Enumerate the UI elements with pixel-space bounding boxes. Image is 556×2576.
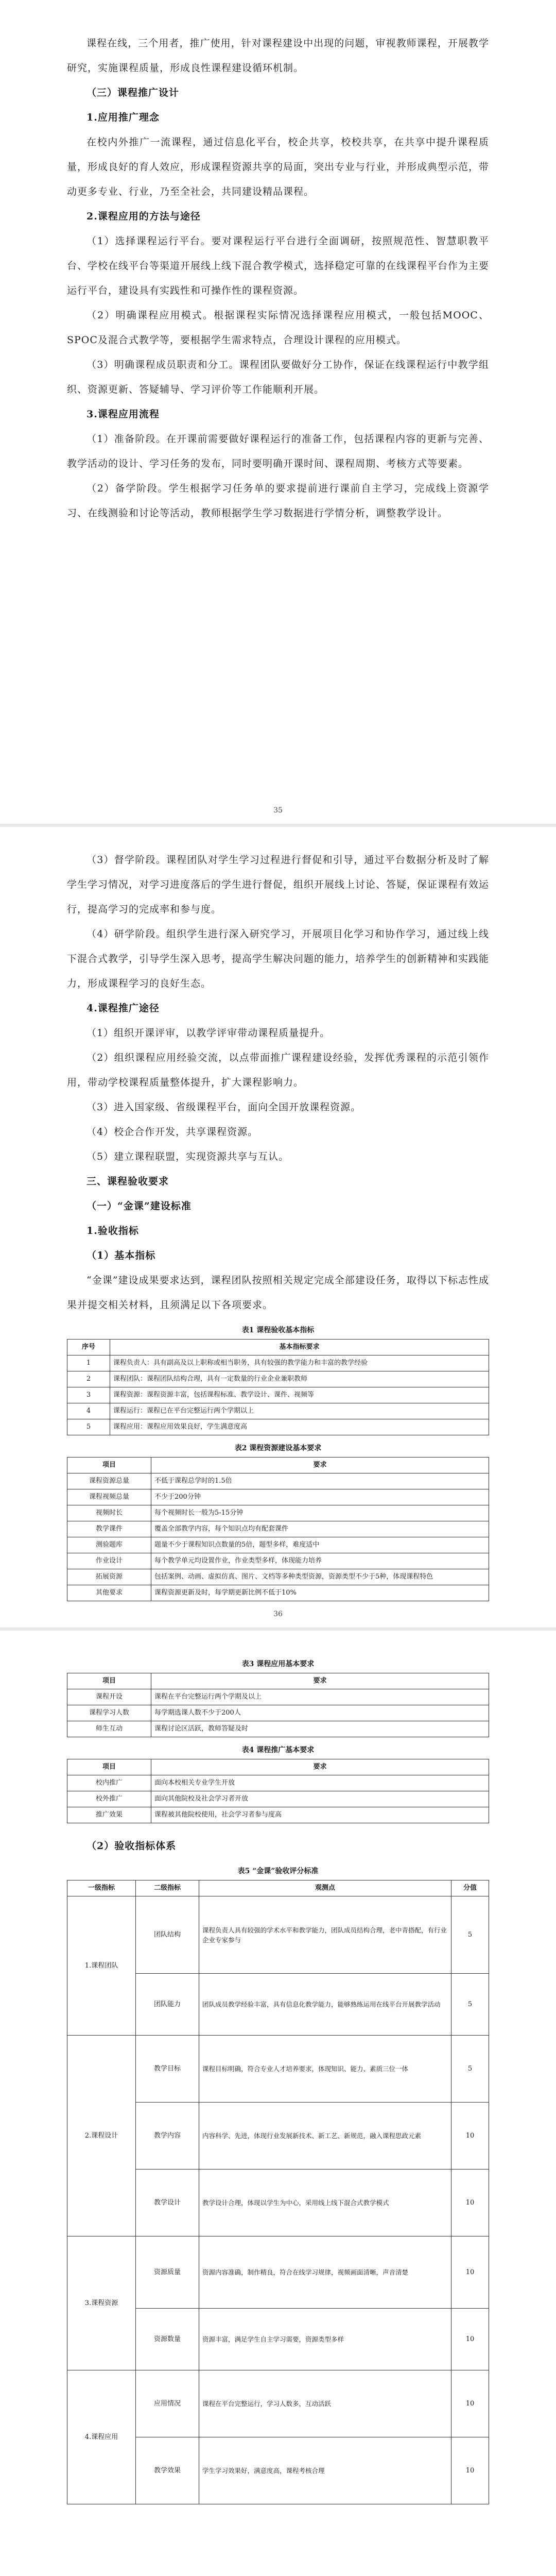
document-page-3 xyxy=(0,1631,556,2576)
page-2-content xyxy=(67,848,489,1601)
table-cell: 1.课程团队 xyxy=(67,1896,136,2036)
table-row xyxy=(67,1489,489,1505)
table-cell: 课程负责人具有较强的学术水平和教学能力，团队成员结构合理，老中青搭配，有行业企业专家参与 xyxy=(199,1896,451,1974)
table-cell: 3 xyxy=(67,1387,110,1403)
paragraph: （4）校企合作开发，共享课程资源。 xyxy=(86,1126,258,1138)
subsection-heading: 2.课程应用的方法与途径 xyxy=(86,211,201,222)
table-cell: 推广效果 xyxy=(67,1807,151,1823)
table-cell: 内容科学、先进，体现行业发展新技术、新工艺、新规范，融入课程思政元素 xyxy=(199,2103,451,2170)
table-cell: 视频时长 xyxy=(67,1505,151,1521)
document-page-2 xyxy=(0,827,556,1631)
paragraph: （1）选择课程运行平台。要对课程运行平台进行全面调研，按照规范性、智慧职教平台、学校在线平台等渠道开展线上线下混合教学模式，选择稳定可靠的在线课程平台作为主要运行平台，建设具有实践性和可操作性的课程资源。 xyxy=(67,235,490,296)
table-cell: 5 xyxy=(67,1419,110,1435)
paragraph: 课程在线，三个用者，推广使用，针对课程建设中出现的问题，审视教师课程，开展教学研究，实施课程质量，形成良性课程建设循环机制。 xyxy=(67,38,489,74)
table-cell: 10 xyxy=(451,2370,489,2437)
table-cell: 课程运行：课程已在平台完整运行两个学期以上 xyxy=(110,1403,489,1419)
paragraph: （3）进入国家级、省级课程平台，面向全国开放课程资源。 xyxy=(86,1101,361,1113)
table-cell: 教学设计合理，体现以学生为中心，采用线上线下混合式教学模式 xyxy=(199,2170,451,2236)
table-header: 项目 xyxy=(67,1673,151,1689)
table-cell: 每学期选课人数不少于200人 xyxy=(151,1705,489,1721)
subsection-heading: （一）“金课”建设标准 xyxy=(86,1200,192,1212)
table-cell: 资源数量 xyxy=(136,2309,199,2370)
paragraph: （2）备学阶段。学生根据学习任务单的要求提前进行课前自主学习，完成线上资源学习、在线测验和讨论等活动，教师根据学生学习数据进行学情分析，调整教学设计。 xyxy=(67,483,489,519)
table-row xyxy=(67,1403,489,1419)
table-cell: 校外推广 xyxy=(67,1791,151,1807)
paragraph: （1）组织开课评审，以教学评审带动课程质量提升。 xyxy=(86,1027,331,1039)
table-cell: 5 xyxy=(451,2036,489,2103)
table-row xyxy=(67,1721,489,1737)
table-cell: 课程资源总量 xyxy=(67,1473,151,1489)
table-cell: 其他要求 xyxy=(67,1585,151,1601)
table-cell: 课程资源更新及时，每学期更新比例不低于10% xyxy=(151,1585,489,1601)
table-row xyxy=(67,1569,489,1585)
table-row xyxy=(67,1553,489,1569)
table-row xyxy=(67,1537,489,1553)
table-cell: 课程应用：课程应用效果良好，学生满意度高 xyxy=(110,1419,489,1435)
table-caption: 表4 课程推广基本要求 xyxy=(241,1746,315,1754)
table-header: 分值 xyxy=(451,1880,489,1896)
table-row xyxy=(67,1896,489,1974)
table-row xyxy=(67,1705,489,1721)
table-header: 要求 xyxy=(151,1759,489,1775)
table-cell: 教学效果 xyxy=(136,2437,199,2504)
table-cell: 课程讨论区活跃，教师答疑及时 xyxy=(151,1721,489,1737)
table-cell: 10 xyxy=(451,2103,489,2170)
paragraph: （4）研学阶段。组织学生进行深入研究学习，开展项目化学习和协作学习，通过线上线下混合式教学，引导学生深入思考，提高学生解决问题的能力，培养学生的创新精神和实践能力，形成课程学习的良好生态。 xyxy=(67,928,490,989)
paragraph: （3）明确课程成员职责和分工。课程团队要做好分工协作，保证在线课程运行中教学组织、资源更新、答疑辅导、学习评价等工作能顺利开展。 xyxy=(67,359,489,395)
paragraph: （2）明确课程应用模式。根据课程实际情况选择课程应用模式，一般包括MOOC、SPOC及混合式教学等，要根据学生需求特点，合理设计课程的应用模式。 xyxy=(67,310,489,346)
table-cell: 作业设计 xyxy=(67,1553,151,1569)
table-row xyxy=(67,2036,489,2103)
table-cell: 每个视频时长一般为5-15分钟 xyxy=(151,1505,489,1521)
page-number: 36 xyxy=(273,1610,283,1618)
table-row xyxy=(67,1585,489,1601)
table-cell: 题量不少于课程知识点数量的5倍，题型多样，难度适中 xyxy=(151,1537,489,1553)
table-row xyxy=(67,1473,489,1489)
table-header: 要求 xyxy=(151,1458,489,1473)
scoring-table xyxy=(67,1880,489,2504)
table-cell: 覆盖全部教学内容，每个知识点均有配套课件 xyxy=(151,1521,489,1537)
table-cell: 面向其他院校及社会学习者开放 xyxy=(151,1791,489,1807)
table-cell: 1 xyxy=(67,1355,110,1371)
table-cell: 教学目标 xyxy=(136,2036,199,2103)
table-header: 项目 xyxy=(67,1458,151,1473)
table-cell: 学生学习效果好，满意度高，课程考核合理 xyxy=(199,2437,451,2504)
table-cell: 10 xyxy=(451,2437,489,2504)
table-cell: 资源丰富，满足学生自主学习需要，资源类型多样 xyxy=(199,2309,451,2370)
table-cell: 每个教学单元均设置作业，作业类型多样，体现能力培养 xyxy=(151,1553,489,1569)
table-cell: 课程目标明确，符合专业人才培养要求，体现知识、能力、素质三位一体 xyxy=(199,2036,451,2103)
promotion-requirement-table xyxy=(67,1759,489,1823)
paragraph: （1）准备阶段。在开课前需要做好课程运行的准备工作，包括课程内容的更新与完善、教学活动的设计、学习任务的发布，同时要明确开课时间、课程周期、考核方式等要素。 xyxy=(67,433,489,469)
table-cell: 课程团队：课程团队结构合理，具有一定数量的行业企业兼职教师 xyxy=(110,1371,489,1387)
table-row xyxy=(67,1387,489,1403)
page-number: 35 xyxy=(273,806,283,815)
table-header: 一级指标 xyxy=(67,1880,136,1896)
table-row xyxy=(67,1791,489,1807)
table-cell: 课程在平台完整运行两个学期及以上 xyxy=(151,1689,489,1705)
table-row xyxy=(67,1419,489,1435)
table-cell: 资源内容准确，制作精良，符合在线学习规律，视频画面清晰，声音清楚 xyxy=(199,2236,451,2309)
table-cell: 团队能力 xyxy=(136,1974,199,2036)
table-cell: 课程在平台完整运行，学习人数多，互动活跃 xyxy=(199,2370,451,2437)
subsection-heading: （2）验收指标体系 xyxy=(86,1840,177,1852)
table-row xyxy=(67,1689,489,1705)
document-page-1 xyxy=(0,0,556,827)
subsection-heading: 1.验收指标 xyxy=(86,1225,139,1236)
basic-indicator-table xyxy=(67,1339,489,1435)
table-cell: 10 xyxy=(451,2170,489,2236)
table-cell: 师生互动 xyxy=(67,1721,151,1737)
subsection-heading: 3.课程应用流程 xyxy=(86,409,160,420)
table-caption: 表3 课程应用基本要求 xyxy=(241,1660,315,1668)
table-cell: 4.课程应用 xyxy=(67,2370,136,2504)
paragraph: 在校内外推广一流课程，通过信息化平台，校企共享，校校共享，在共享中提升课程质量，形成良好的育人效应，形成课程资源共享的局面，突出专业与行业，并形成典型示范，带动更多专业、行业，乃至全社会，共同建设精品课程。 xyxy=(67,137,490,197)
page-3-content xyxy=(67,1651,489,2504)
page-1-content xyxy=(67,31,489,526)
table-cell: 课程资源：课程资源丰富，包括课程标准、教学设计、课件、视频等 xyxy=(110,1387,489,1403)
paragraph: “金课”建设成果要求达到，课程团队按照相关规定完成全部建设任务，取得以下标志性成果并提交相关材料，且须满足以下各项要求。 xyxy=(67,1275,489,1311)
table-cell: 课程开设 xyxy=(67,1689,151,1705)
table-row xyxy=(67,2236,489,2309)
table-cell: 4 xyxy=(67,1403,110,1419)
table-cell: 团队结构 xyxy=(136,1896,199,1974)
subsection-heading: 1.应用推广理念 xyxy=(86,112,160,123)
table-row xyxy=(67,1775,489,1791)
table-cell: 面向本校相关专业学生开放 xyxy=(151,1775,489,1791)
table-cell: 10 xyxy=(451,2309,489,2370)
table-row xyxy=(67,1355,489,1371)
table-cell: 包括案例、动画、虚拟仿真、图片、文档等多种类型资源，资源类型不少于5种，体现课程特色 xyxy=(151,1569,489,1585)
table-caption: 表1 课程验收基本指标 xyxy=(241,1326,315,1334)
table-cell: 2.课程设计 xyxy=(67,2036,136,2236)
paragraph: （3）督学阶段。课程团队对学生学习过程进行督促和引导，通过平台数据分析及时了解学生学习情况，对学习进度落后的学生进行督促，组织开展线上讨论、答疑，保证课程有效运行，提高学习的完成率和参与度。 xyxy=(67,854,490,915)
table-cell: 教学设计 xyxy=(136,2170,199,2236)
table-cell: 5 xyxy=(451,1896,489,1974)
table-cell: 课程学习人数 xyxy=(67,1705,151,1721)
table-caption: 表2 课程资源建设基本要求 xyxy=(234,1444,322,1452)
table-header: 二级指标 xyxy=(136,1880,199,1896)
table-cell: 应用情况 xyxy=(136,2370,199,2437)
table-cell: 资源质量 xyxy=(136,2236,199,2309)
table-cell: 课程被其他院校使用，社会学习者参与度高 xyxy=(151,1807,489,1823)
table-header: 基本指标要求 xyxy=(110,1340,489,1355)
table-caption: 表5 “金课”验收评分标准 xyxy=(237,1867,319,1875)
table-cell: 课程负责人：具有副高及以上职称或相当职务，具有较强的教学能力和丰富的教学经验 xyxy=(110,1355,489,1371)
table-cell: 校内推广 xyxy=(67,1775,151,1791)
table-row xyxy=(67,1505,489,1521)
table-row xyxy=(67,2370,489,2437)
section-heading: （三）课程推广设计 xyxy=(86,87,180,98)
table-cell: 课程视频总量 xyxy=(67,1489,151,1505)
table-header: 观测点 xyxy=(199,1880,451,1896)
resource-requirement-table xyxy=(67,1457,489,1601)
table-header: 序号 xyxy=(67,1340,110,1355)
paragraph: （5）建立课程联盟，实现资源共享与互认。 xyxy=(86,1151,289,1162)
table-cell: 3.课程资源 xyxy=(67,2236,136,2370)
table-header: 要求 xyxy=(151,1673,489,1689)
table-cell: 10 xyxy=(451,2236,489,2309)
paragraph: （2）组织课程应用经验交流，以点带面推广课程建设经验，发挥优秀课程的示范引领作用，带动学校课程质量整体提升，扩大课程影响力。 xyxy=(67,1052,489,1088)
table-cell: 测验题库 xyxy=(67,1537,151,1553)
table-cell: 不低于课程总学时的1.5倍 xyxy=(151,1473,489,1489)
subsection-heading: 4.课程推广途径 xyxy=(86,1003,160,1014)
table-cell: 不少于200分钟 xyxy=(151,1489,489,1505)
table-cell: 教学课件 xyxy=(67,1521,151,1537)
table-header: 项目 xyxy=(67,1759,151,1775)
table-cell: 团队成员教学经验丰富，具有信息化教学能力，能够熟练运用在线平台开展教学活动 xyxy=(199,1974,451,2036)
table-cell: 2 xyxy=(67,1371,110,1387)
table-row xyxy=(67,1371,489,1387)
section-heading: 三、课程验收要求 xyxy=(86,1176,169,1187)
table-cell: 拓展资源 xyxy=(67,1569,151,1585)
subsection-heading: （1）基本指标 xyxy=(86,1250,156,1261)
table-cell: 5 xyxy=(451,1974,489,2036)
application-requirement-table xyxy=(67,1673,489,1737)
table-row xyxy=(67,1521,489,1537)
table-row xyxy=(67,1807,489,1823)
table-cell: 教学内容 xyxy=(136,2103,199,2170)
